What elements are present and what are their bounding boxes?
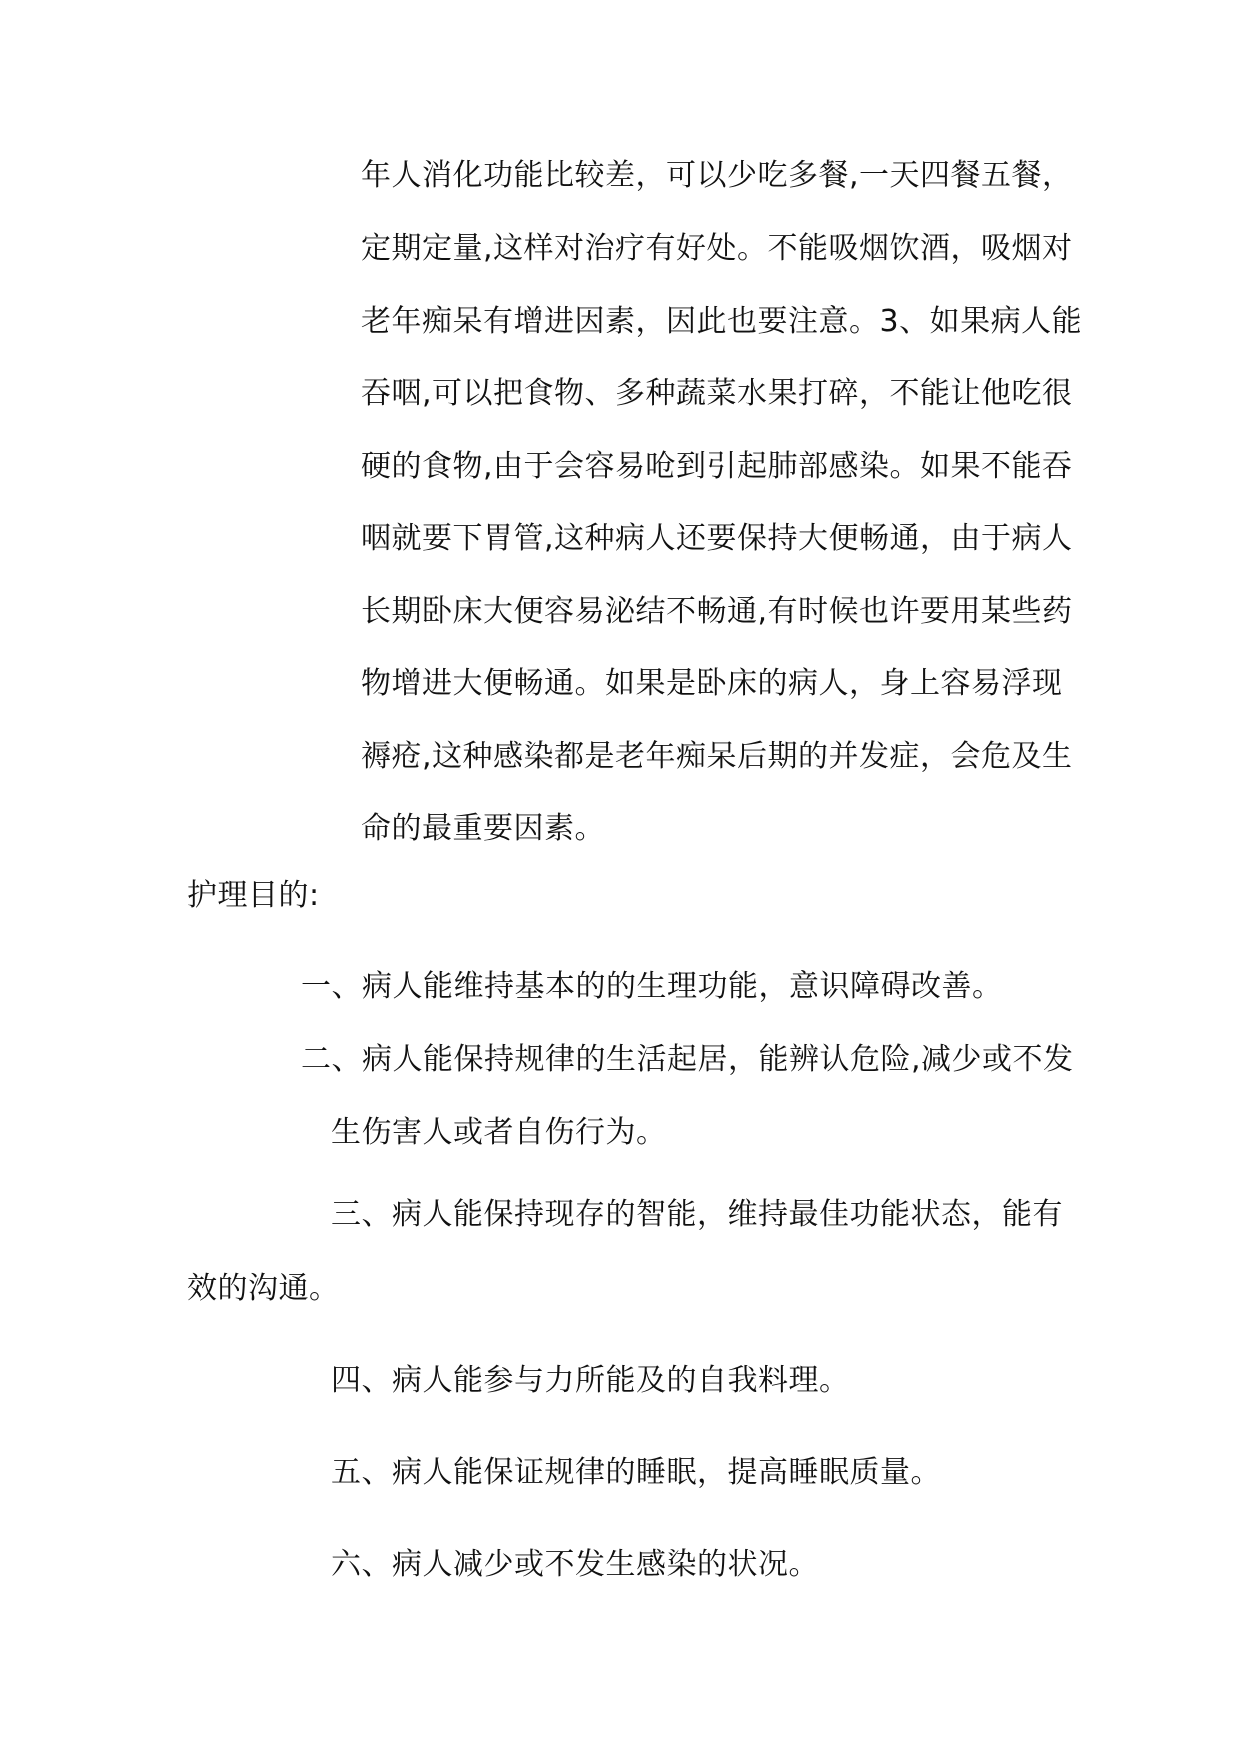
goal-item: 四、病人能参与力所能及的自我料理。 — [331, 1363, 850, 1398]
body-text-line: 物增进大便畅通。如果是卧床的病人，身上容易浮现 — [361, 666, 1063, 701]
goal-item: 六、病人减少或不发生感染的状况。 — [331, 1547, 819, 1582]
goal-item-continuation: 生伤害人或者自伤行为。 — [331, 1115, 667, 1150]
body-text-line: 老年痴呆有增进因素，因此也要注意。3、如果病人能 — [361, 304, 1083, 339]
body-text-line: 褥疮,这种感染都是老年痴呆后期的并发症，会危及生 — [361, 739, 1073, 774]
goal-item: 五、病人能保证规律的睡眠，提高睡眠质量。 — [331, 1455, 941, 1490]
body-text-line: 长期卧床大便容易泌结不畅通,有时候也许要用某些药 — [361, 594, 1073, 629]
goal-item: 二、病人能保持规律的生活起居，能辨认危险,减少或不发 — [301, 1042, 1074, 1077]
goal-item: 一、病人能维持基本的的生理功能，意识障碍改善。 — [301, 969, 1003, 1004]
body-text-line: 命的最重要因素。 — [361, 811, 605, 846]
body-text-line: 定期定量,这样对治疗有好处。不能吸烟饮酒，吸烟对 — [361, 231, 1073, 266]
section-heading: 护理目的: — [187, 878, 320, 913]
goal-item-continuation: 效的沟通。 — [187, 1271, 340, 1306]
body-text-line: 咽就要下胃管,这种病人还要保持大便畅通，由于病人 — [361, 521, 1073, 556]
body-text-line: 吞咽,可以把食物、多种蔬菜水果打碎，不能让他吃很 — [361, 376, 1073, 411]
body-text-line: 年人消化功能比较差，可以少吃多餐,一天四餐五餐， — [361, 158, 1073, 193]
goal-item: 三、病人能保持现存的智能，维持最佳功能状态，能有 — [331, 1197, 1063, 1232]
body-text-line: 硬的食物,由于会容易呛到引起肺部感染。如果不能吞 — [361, 449, 1073, 484]
